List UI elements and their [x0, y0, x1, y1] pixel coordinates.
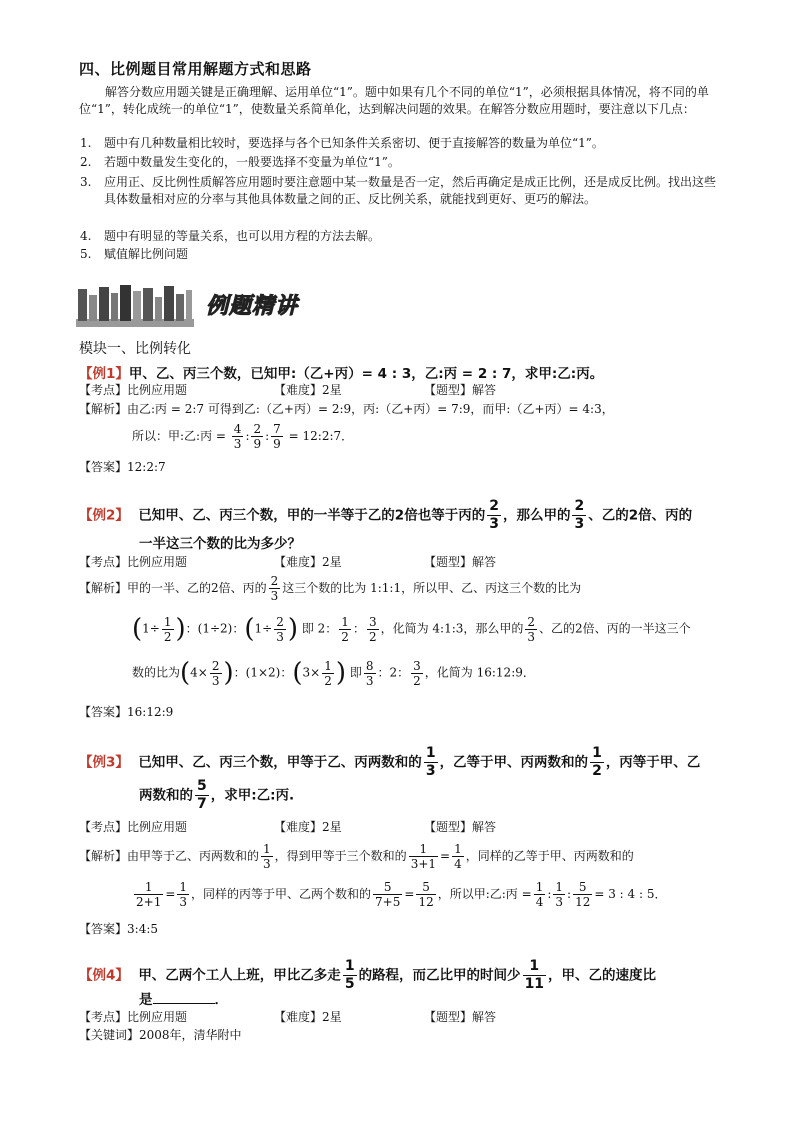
example-3-solution-line2: $\frac{1}{2+1}$ = $\frac{1}{3}$ ，同样的丙等于甲、乙两个数和的 $\frac{5}{7+5}$ = $\frac{5}{12}$ ，所以甲:乙:丙 = $\frac{1}{4}$ : $\frac{1}{3}$ : $\frac{5}{12}$ = 3 : 4 : 5．	[136, 880, 667, 909]
example-4-question: 【例4】 甲、乙两个工人上班，甲比乙多走 $\frac{1}{5}$ 的路程，而乙比甲的时间少 $\frac{1}{11}$ ，甲、乙的速度比	[79, 958, 657, 992]
example-2-solution-line3: 数的比为(4× $\frac{2}{3}$ )：(1×2)：(3× $\frac{1}{2}$ ) 即 $\frac{8}{3}$ ：2： $\frac{3}{2}$ ，化简为 16:12:9．	[132, 658, 535, 688]
example-1-answer: 【答案】12:2:7	[79, 460, 166, 474]
list-item: 3. 应用正、反比例性质解答应用题时要注意题中某一数量是否一定，然后再确定是成正比例，还是成反比例。找出这些具体数量相对应的分率与其他具体数量之间的正、反比例关系，就能找到更好、更巧的解法。	[80, 175, 717, 206]
example-3-meta: 【考点】比例应用题 【难度】2星 【题型】解答	[79, 820, 497, 834]
section-heading: 四、比例题目常用解题方式和思路	[79, 60, 312, 78]
example-3-solution: 【解析】由甲等于乙、丙两数和的 $\frac{1}{3}$ ，得到甲等于三个数和的 $\frac{1}{3+1}$ = $\frac{1}{4}$ ，同样的乙等于甲、丙两数和的	[79, 842, 634, 871]
example-1-question: 【例1】甲、乙、丙三个数，已知甲:（乙+丙）= 4 : 3，乙:丙 = 2 : 7，求甲:乙:丙。	[79, 366, 604, 382]
list-item: 2. 若题中数量发生变化的，一般要选择不变量为单位“1”。	[80, 155, 400, 169]
example-3-question-cont: 两数和的 $\frac{5}{7}$ ，求甲:乙:丙.	[139, 778, 295, 812]
module-title: 模块一、比例转化	[79, 341, 191, 357]
example-2-solution: 【解析】甲的一半、乙的2倍、丙的 $\frac{2}{3}$ 这三个数的比为 1:1:1，所以甲、乙、丙这三个数的比为	[79, 574, 582, 603]
example-2-question-cont: 一半这三个数的比为多少？	[139, 536, 301, 552]
example-3-answer: 【答案】3:4:5	[79, 922, 159, 936]
example-1-solution: 【解析】由乙:丙 = 2:7 可得到乙:（乙+丙）= 2:9，丙:（乙+丙）= 7:9，而甲:（乙+丙）= 4:3，	[79, 402, 614, 416]
banner-title: 例题精讲	[206, 294, 299, 319]
example-1-meta: 【考点】比例应用题 【难度】2星 【题型】解答	[79, 383, 497, 397]
example-2-solution-line2: (1÷ $\frac{1}{2}$ )：(1÷2)：(1÷ $\frac{2}{3}$ ) 即 2： $\frac{1}{2}$ ： $\frac{3}{2}$ ，化简为 4:1:3，那么甲的 $\frac{2}{3}$ 、乙的2倍、丙的一半这三个	[132, 614, 691, 644]
answer-blank[interactable]	[153, 1003, 215, 1004]
list-item: 4. 题中有明显的等量关系，也可以用方程的方法去解。	[80, 229, 381, 243]
intro-paragraph: 解答分数应用题关键是正确理解、运用单位“1”。题中如果有几个不同的单位“1”，必须根据具体情况，将不同的单位“1”，转化成统一的单位“1”，使数量关系简单化，达到解决问题的效果。在解答分数应用题时，要注意以下几点：	[79, 85, 709, 116]
example-3-question: 【例3】 已知甲、乙、丙三个数，甲等于乙、丙两数和的 $\frac{1}{3}$ ，乙等于甲、丙两数和的 $\frac{1}{2}$ ，丙等于甲、乙	[79, 745, 701, 779]
example-2-meta: 【考点】比例应用题 【难度】2星 【题型】解答	[79, 555, 497, 569]
list-item: 5. 赋值解比例问题	[80, 247, 189, 261]
example-1-solution-formula: 所以：甲:乙:丙 = $\frac{4}{3}$ : $\frac{2}{9}$ : $\frac{7}{9}$ = 12:2:7．	[132, 422, 354, 451]
example-2-answer: 【答案】16:12:9	[79, 705, 174, 719]
example-2-question: 【例2】 已知甲、乙、丙三个数，甲的一半等于乙的2倍也等于丙的 $\frac{2}{3}$ ，那么甲的 $\frac{2}{3}$ 、乙的2倍、丙的	[79, 498, 693, 532]
example-4-keyword: 【关键词】2008年，清华附中	[79, 1028, 242, 1042]
example-4-question-cont: 是 ．	[139, 992, 228, 1008]
list-item: 1. 题中有几种数量相比较时，要选择与各个已知条件关系密切、便于直接解答的数量为单位“1”。	[80, 136, 604, 150]
section-banner	[76, 283, 316, 329]
example-4-meta: 【考点】比例应用题 【难度】2星 【题型】解答	[79, 1010, 497, 1024]
